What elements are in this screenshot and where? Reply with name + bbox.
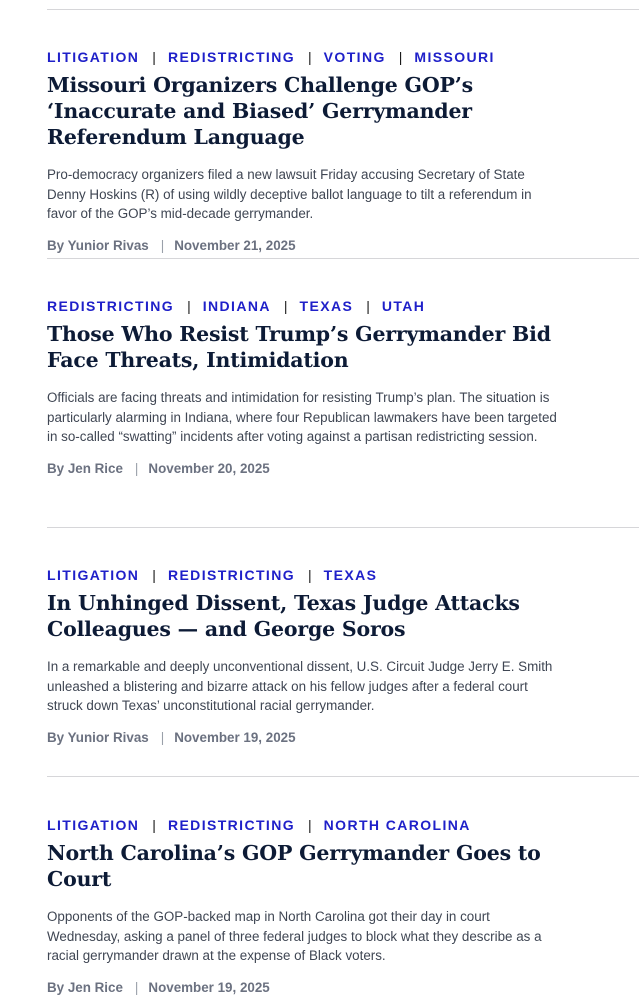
article-card (47, 566, 587, 745)
author-link[interactable]: By Yunior Rivas (47, 237, 149, 253)
tag-litigation[interactable]: LITIGATION (47, 567, 140, 583)
tag-separator: | (152, 49, 156, 65)
article-summary: Pro-democracy organizers filed a new lawsuit Friday accusing Secretary of State Denny Hoskins (R) of using wildly deceptive ballot language to tilt a referendum in favor of the GOP’s mid-decade gerrymander. (47, 167, 532, 221)
tag-redistricting[interactable]: REDISTRICTING (167, 567, 296, 583)
tag-utah[interactable]: UTAH (381, 298, 426, 314)
tag-separator: | (152, 817, 156, 833)
article-byline (47, 461, 587, 476)
tag-list (47, 816, 587, 834)
publish-date: November 19, 2025 (174, 729, 296, 745)
publish-date: November 21, 2025 (174, 237, 296, 253)
divider (47, 776, 639, 777)
article-summary: In a remarkable and deeply unconventional dissent, U.S. Circuit Judge Jerry E. Smith unleashed a blistering and bizarre attack on his fellow judges after a federal court struck down Texas’ unconstitutional racial gerrymander. (47, 659, 553, 713)
article-card (47, 816, 587, 995)
byline-separator: | (134, 460, 139, 476)
divider (47, 258, 639, 259)
tag-separator: | (152, 567, 156, 583)
tag-separator: | (187, 298, 191, 314)
tag-separator: | (398, 49, 403, 65)
tag-texas[interactable]: TEXAS (323, 567, 378, 583)
article-headline[interactable]: In Unhinged Dissent, Texas Judge Attacks Colleagues — and George Soros (47, 591, 520, 641)
divider (47, 9, 639, 10)
tag-indiana[interactable]: INDIANA (202, 298, 271, 314)
byline-separator: | (160, 729, 165, 745)
article-card (47, 48, 587, 253)
tag-north-carolina[interactable]: NORTH CAROLINA (323, 817, 471, 833)
article-headline[interactable]: Those Who Resist Trump’s Gerrymander Bid Face Threats, Intimidation (47, 322, 551, 372)
tag-litigation[interactable]: LITIGATION (47, 817, 140, 833)
article-byline (47, 980, 587, 995)
tag-redistricting[interactable]: REDISTRICTING (47, 298, 175, 314)
tag-texas[interactable]: TEXAS (299, 298, 354, 314)
byline-separator: | (160, 237, 165, 253)
article-card (47, 297, 587, 476)
tag-redistricting[interactable]: REDISTRICTING (167, 49, 296, 65)
tag-list (47, 566, 587, 584)
publish-date: November 19, 2025 (148, 979, 270, 995)
publish-date: November 20, 2025 (148, 460, 270, 476)
tag-missouri[interactable]: MISSOURI (414, 49, 495, 65)
tag-voting[interactable]: VOTING (323, 49, 386, 65)
tag-separator: | (308, 49, 312, 65)
article-headline[interactable]: Missouri Organizers Challenge GOP’s ‘Inaccurate and Biased’ Gerrymander Referendum Language (47, 73, 473, 149)
tag-list (47, 297, 587, 315)
author-link[interactable]: By Yunior Rivas (47, 729, 149, 745)
article-byline (47, 238, 587, 253)
article-byline (47, 730, 587, 745)
tag-separator: | (308, 567, 312, 583)
tag-list (47, 48, 587, 66)
tag-separator: | (308, 817, 312, 833)
author-link[interactable]: By Jen Rice (47, 979, 123, 995)
divider (47, 527, 639, 528)
tag-redistricting[interactable]: REDISTRICTING (167, 817, 296, 833)
tag-separator: | (366, 298, 370, 314)
article-headline[interactable]: North Carolina’s GOP Gerrymander Goes to Court (47, 841, 541, 891)
article-summary: Officials are facing threats and intimidation for resisting Trump’s plan. The situation is particularly alarming in Indiana, where four Republican lawmakers have been targeted in so-called “swatting” incidents after voting against a partisan redistricting session. (47, 390, 557, 444)
article-summary: Opponents of the GOP-backed map in North Carolina got their day in court Wednesday, asking a panel of three federal judges to block what they describe as a racial gerrymander drawn at the expense of Black voters. (47, 909, 542, 963)
byline-separator: | (134, 979, 139, 995)
tag-separator: | (283, 298, 288, 314)
author-link[interactable]: By Jen Rice (47, 460, 123, 476)
tag-litigation[interactable]: LITIGATION (47, 49, 140, 65)
